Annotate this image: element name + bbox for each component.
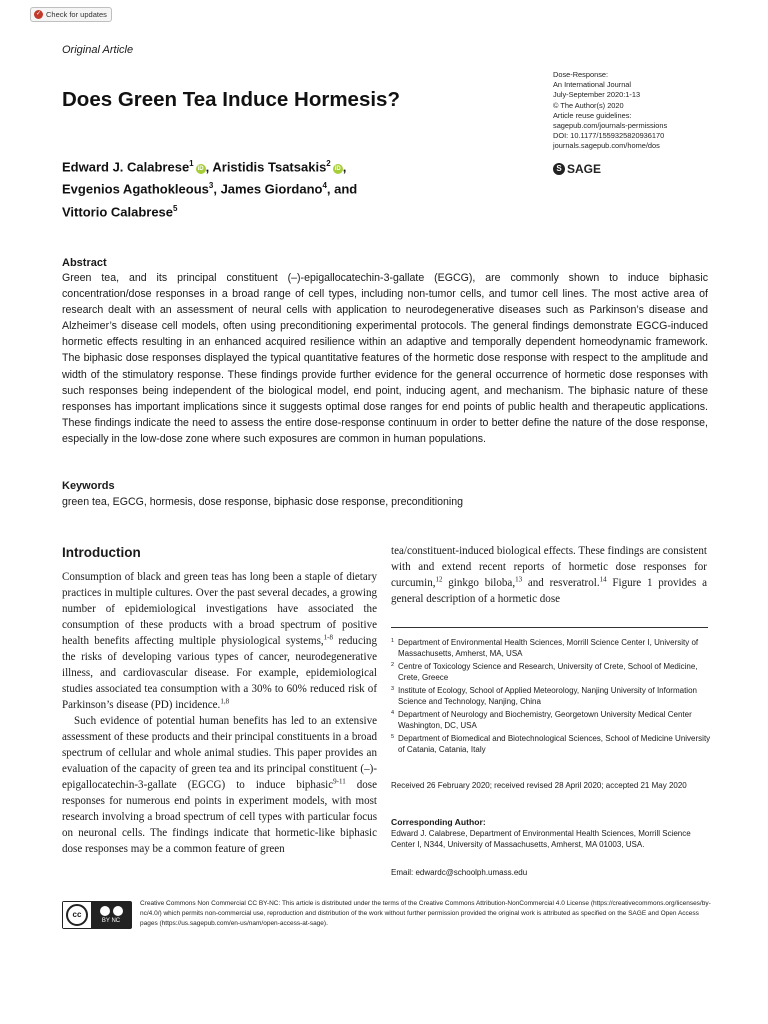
update-icon: ✓ — [35, 11, 42, 17]
sage-logo-text: SAGE — [567, 162, 602, 176]
intro-paragraph-3: tea/constituent-induced biological effects. These findings are consistent with and extend recent reports of hormetic dose responses for curcumin,$^{12}$ ginkgo biloba,$^{13}$ and resveratrol.$^{14}$ Figure 1 provides a general description of a hormetic dose — [391, 545, 707, 605]
affiliation-item — [391, 685, 711, 707]
citation-superscript[interactable]: 1,8 — [220, 697, 230, 706]
introduction-heading: Introduction — [62, 545, 141, 560]
keywords-heading: Keywords — [62, 480, 115, 492]
journal-home-link[interactable]: journals.sagepub.com/home/dos — [553, 141, 660, 151]
by-icon — [100, 906, 110, 916]
affiliation-text: Institute of Ecology, School of Applied Meteorology, Nanjing University of Information Science and Technology, Nanjing, China — [398, 686, 697, 706]
article-title: Does Green Tea Induce Hormesis? — [62, 88, 400, 111]
keywords-text: green tea, EGCG, hormesis, dose response, biphasic dose response, preconditioning — [62, 496, 464, 508]
author-name: Evgenios Agathokleous — [62, 181, 209, 197]
journal-info — [553, 70, 667, 152]
author-name: Edward J. Calabrese — [62, 159, 190, 175]
license-text: Creative Commons Non Commercial CC BY-NC: This article is distributed under the terms of the Creative Commons Attribution-NonCommercial 4.0 License (https://creativecommons.org/licenses/by-nc/4.0/) which permits non-commercial use, reproduction and distribution of the work without further permission provided the original work is attributed as specified on the SAGE and Open Access pages (https://us.sagepub.com/en-us/nam/open-access-at-sage). — [140, 900, 711, 927]
received-dates: Received 26 February 2020; received revised 28 April 2020; accepted 21 May 2020 — [391, 781, 687, 790]
journal-line: Article reuse guidelines: — [553, 110, 632, 120]
doi-link[interactable]: DOI: 10.1177/1559325820936170 — [553, 131, 665, 141]
affiliation-item — [391, 733, 711, 755]
journal-permissions-link[interactable]: sagepub.com/journals-permissions — [553, 121, 668, 131]
journal-line: July-September 2020:1-13 — [553, 90, 641, 100]
citation-superscript[interactable]: 13 — [515, 575, 523, 584]
intro-paragraph-2: Such evidence of potential human benefits has led to an extensive assessment of these products and their principal constituents in a broad spectrum of cellular and whole animal studies. This paper provides an evaluation of the capacity of green tea and its principal constituent (–)-epigallocatechin-3-gallate (EGCG) to induce biphasic$^{9-11}$ dose responses for numerous end points in experiment models, with most research involving a broad spectrum of cell types with particular focus on neuronal cells. The findings indicate that hormetic-like biphasic dose responses may be a common feature of green — [62, 715, 378, 855]
body-column-left — [62, 569, 377, 857]
affiliation-item — [391, 637, 711, 659]
journal-line: © The Author(s) 2020 — [553, 100, 624, 110]
intro-paragraph-1: Consumption of black and green teas has long been a staple of dietary practices in multiple cultures. Over the past several decades, a growing number of epidemiological investigations have associated the consumption of these products with a broad spectrum of positive health benefits affecting multiple physiological systems,$^{1-8}$ reducing the risks of developing various types of cancer, neurodegenerative illness, and cardiovascular disease. For example, epidemiological studies associated tea consumption with a 30% to 60% reduced risk of Parkinson’s disease (PD) incidence.$^{1,8}$ — [62, 571, 377, 711]
citation-superscript[interactable]: 12 — [435, 575, 443, 584]
author-name: James Giordano — [220, 181, 323, 197]
citation-superscript[interactable]: 1-8 — [323, 633, 334, 642]
sage-logo — [553, 162, 601, 176]
nc-icon — [113, 906, 123, 916]
cc-by-label: BY — [101, 918, 110, 924]
affiliation-item — [391, 661, 711, 683]
affiliation-number: 1 — [391, 638, 395, 644]
affiliation-number: 2 — [391, 662, 395, 668]
affiliation-text: Department of Environmental Health Sciences, Morrill Science Center I, University of Massachusetts, Amherst, MA, USA — [398, 638, 699, 658]
abstract-text: Green tea, and its principal constituent (–)-epigallocatechin-3-gallate (EGCG), are commonly shown to induce biphasic concentration/dose responses in a broad range of cell types, including non-tumor cells, and tumor cell lines. The most active area of research dealt with an assessment of neural cells with application to neurodegenerative diseases such as Parkinson’s disease and Alzheimer’s disease cell models, often using preconditioning experimental protocols. The general findings demonstrate EGCG-induced hormetic effects resulting in an enhanced acquired resilience within an adaptive and temporally dependent homeodynamic framework. The biphasic dose responses displayed the typical quantitative features of the hormetic dose response with respect to the amplitude and width of the stimulatory response. These findings provide further evidence for the general occurrence of hormetic dose responses with such responses being independent of the biological model, end point, inducing agent, and mechanism. The biphasic nature of these responses has important implications since it suggests optimal dose ranges for end points of public health and therapeutic applications. These findings indicate the need to assess the entire dose-response continuum in order to better define the nature of the dose response, especially in the low-dose zone where such exposures are common in human populations. — [62, 272, 708, 445]
affiliation-number: 5 — [391, 734, 395, 740]
affiliation-text: Department of Neurology and Biochemistry, Georgetown University Medical Center Washington, DC, USA — [398, 710, 692, 730]
cc-nc-label: NC — [111, 918, 121, 924]
corresponding-email-link[interactable]: Email: edwardc@schoolph.umass.edu — [391, 868, 528, 877]
affiliation-text: Centre of Toxicology Science and Research, University of Crete, School of Medicine, Crete, Greece — [398, 662, 698, 682]
orcid-icon[interactable]: iD — [197, 166, 204, 173]
journal-line: Dose-Response: — [553, 70, 609, 79]
author-list: Edward J. Calabrese$^1$iD , Aristidis Tsatsakis$^2$iD , Evgenios Agathokleous$^3$, James Giordano$^4$, and Vittorio Calabrese$^5$ — [62, 159, 358, 219]
body-column-right — [391, 543, 707, 607]
affiliation-number: 3 — [391, 686, 395, 692]
citation-superscript[interactable]: 9-11 — [333, 777, 346, 786]
author-affiliation-number: 5 — [173, 203, 178, 213]
sage-logo-icon: S — [553, 163, 565, 175]
author-affiliation-number: 4 — [322, 181, 327, 191]
abstract-heading: Abstract — [62, 257, 107, 269]
check-for-updates-button[interactable] — [30, 7, 112, 22]
affiliation-divider — [391, 627, 708, 628]
corresponding-author-heading: Corresponding Author: — [391, 817, 486, 827]
author-name: Vittorio Calabrese — [62, 203, 174, 219]
journal-line: An International Journal — [553, 80, 632, 90]
cc-icon: cc — [66, 904, 88, 926]
author-affiliation-number: 1 — [189, 159, 194, 168]
author-affiliation-number: 3 — [208, 181, 214, 191]
article-type: Original Article — [62, 44, 134, 56]
creative-commons-logo — [62, 901, 132, 929]
author-name: Aristidis Tsatsakis — [212, 159, 327, 175]
affiliation-text: Department of Biomedical and Biotechnological Sciences, School of Medicine University of Catania, Catania, Italy — [398, 734, 711, 754]
affiliation-list — [391, 637, 711, 757]
citation-superscript[interactable]: 14 — [599, 575, 607, 584]
corresponding-author-text: Edward J. Calabrese, Department of Environmental Health Sciences, Morrill Science Center I, N344, University of Massachusetts, Amherst, MA 01003, USA. — [391, 829, 691, 849]
check-for-updates-label: Check for updates — [46, 10, 107, 19]
orcid-icon[interactable]: iD — [334, 166, 341, 173]
affiliation-number: 4 — [391, 710, 395, 716]
author-affiliation-number: 2 — [326, 159, 331, 168]
affiliation-item — [391, 709, 711, 731]
